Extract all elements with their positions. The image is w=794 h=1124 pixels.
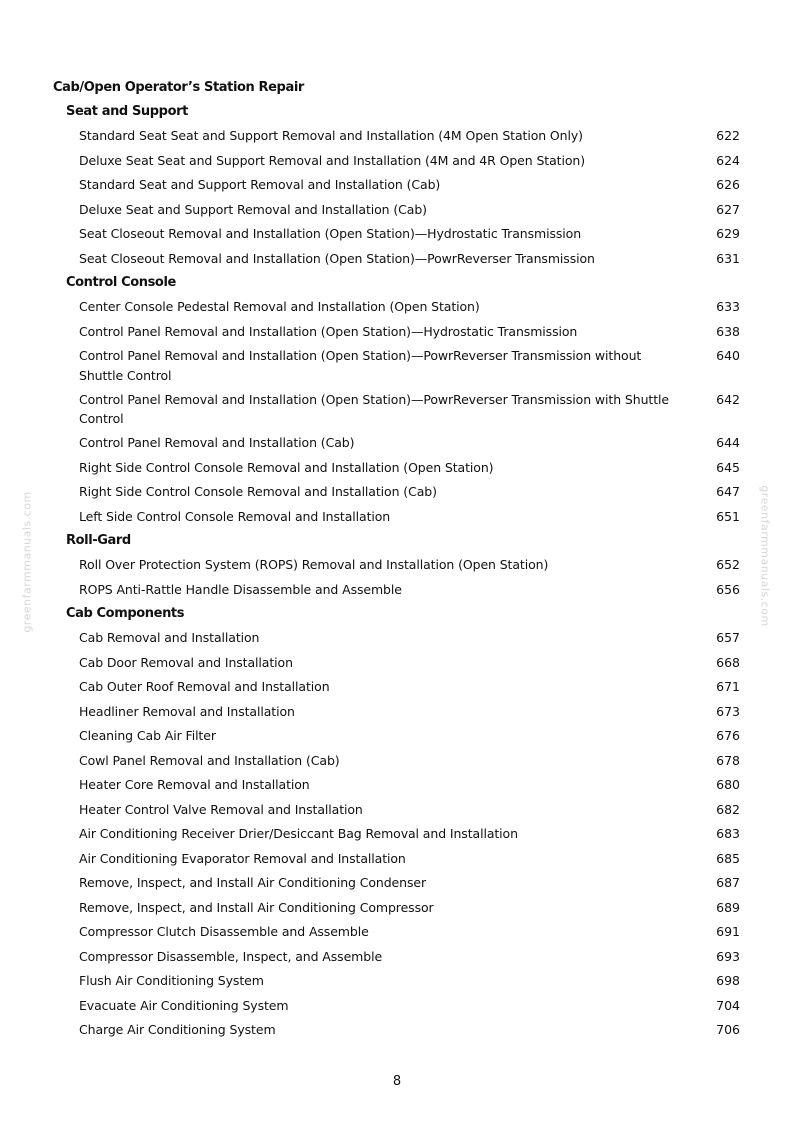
toc-entry-page: 689 [716, 899, 740, 915]
toc-entry[interactable] [53, 628, 753, 648]
toc-entry-page: 680 [716, 777, 740, 792]
toc-entry-title: Cab Removal and Installation [79, 630, 260, 645]
toc-entry-page: 638 [716, 323, 740, 339]
toc-entry-title: Charge Air Conditioning System [79, 1022, 276, 1037]
toc-entry-title: Heater Core Removal and Installation [79, 777, 310, 792]
toc-entry-title: Right Side Control Console Removal and Installation (Open Station) [79, 459, 494, 475]
toc-entry[interactable] [53, 751, 753, 771]
toc-entry[interactable] [53, 433, 753, 453]
toc-entry-page: 704 [716, 997, 740, 1013]
table-of-contents [53, 78, 753, 1045]
toc-entry-page: 668 [716, 654, 740, 670]
toc-entry-page: 685 [716, 850, 740, 866]
toc-entry-page: 645 [716, 459, 740, 475]
toc-entry[interactable] [53, 507, 753, 527]
toc-entry-title: Remove, Inspect, and Install Air Conditioning Compressor [79, 899, 434, 915]
toc-entry[interactable] [53, 322, 753, 342]
toc-entry[interactable] [53, 873, 753, 893]
chapter-heading: Cab/Open Operator’s Station Repair [53, 80, 304, 95]
toc-entry-title: Remove, Inspect, and Install Air Conditioning Condenser [79, 875, 427, 890]
toc-entry[interactable] [53, 482, 753, 502]
toc-entry[interactable] [53, 996, 753, 1016]
toc-entry-page: 622 [716, 128, 740, 143]
toc-entry-page: 647 [716, 484, 740, 499]
toc-entry-page: 629 [716, 226, 740, 241]
toc-entry-title: Standard Seat and Support Removal and Installation (Cab) [79, 177, 441, 192]
toc-entry-page: 676 [716, 728, 740, 743]
toc-entry-page: 671 [716, 679, 740, 694]
section-heading: Control Console [66, 275, 176, 290]
toc-entry-title: Right Side Control Console Removal and Installation (Cab) [79, 484, 437, 499]
toc-entry[interactable] [53, 726, 753, 746]
toc-entry-page: 642 [716, 391, 740, 407]
toc-entry[interactable] [53, 653, 753, 673]
toc-entry[interactable] [53, 126, 753, 146]
toc-entry-page: 678 [716, 752, 740, 768]
toc-entry-title: Heater Control Valve Removal and Installation [79, 801, 363, 817]
toc-entry[interactable] [53, 922, 753, 942]
toc-entry[interactable] [53, 458, 753, 478]
toc-entry[interactable] [53, 580, 753, 600]
toc-entry-page: 683 [716, 826, 740, 841]
toc-entry-title: Roll Over Protection System (ROPS) Removal and Installation (Open Station) [79, 557, 549, 572]
toc-entry-title: Seat Closeout Removal and Installation (Open Station)—PowrReverser Transmission [79, 250, 595, 266]
section-heading: Seat and Support [66, 104, 188, 119]
toc-entry-title: Deluxe Seat and Support Removal and Installation (Cab) [79, 201, 427, 217]
toc-entry-page: 626 [716, 177, 740, 192]
toc-entry-title: Compressor Disassemble, Inspect, and Assemble [79, 948, 383, 964]
toc-sections [53, 102, 753, 1040]
toc-entry-page: 693 [716, 948, 740, 964]
toc-entry[interactable] [53, 677, 753, 697]
toc-entry[interactable] [53, 898, 753, 918]
toc-entry[interactable] [53, 971, 753, 991]
toc-entry[interactable] [53, 1020, 753, 1040]
toc-entry[interactable] [53, 390, 753, 429]
toc-entry-title: Flush Air Conditioning System [79, 973, 264, 988]
toc-entry-title: Control Panel Removal and Installation (Open Station)—PowrReverser Transmission without Shuttle Control [79, 348, 642, 383]
toc-entry-title: ROPS Anti-Rattle Handle Disassemble and Assemble [79, 581, 402, 597]
toc-entry[interactable] [53, 200, 753, 220]
toc-entry-title: Air Conditioning Evaporator Removal and Installation [79, 850, 406, 866]
toc-entry-page: 657 [716, 630, 740, 645]
toc-entry-page: 691 [716, 924, 740, 939]
toc-entry-title: Cab Door Removal and Installation [79, 654, 293, 670]
toc-entry-title: Cleaning Cab Air Filter [79, 728, 216, 743]
toc-entry-page: 673 [716, 703, 740, 719]
toc-entry-title: Cowl Panel Removal and Installation (Cab) [79, 752, 340, 768]
toc-entry-title: Air Conditioning Receiver Drier/Desiccant Bag Removal and Installation [79, 826, 518, 841]
toc-entry-title: Left Side Control Console Removal and Installation [79, 508, 391, 524]
toc-entry[interactable] [53, 224, 753, 244]
toc-entry-page: 631 [716, 250, 740, 266]
toc-entry-title: Control Panel Removal and Installation (Cab) [79, 435, 355, 450]
toc-entry[interactable] [53, 249, 753, 269]
toc-entry[interactable] [53, 555, 753, 575]
toc-entry-title: Headliner Removal and Installation [79, 703, 295, 719]
toc-entry[interactable] [53, 151, 753, 171]
toc-entry-page: 633 [716, 299, 740, 314]
toc-entry-title: Deluxe Seat Seat and Support Removal and Installation (4M and 4R Open Station) [79, 152, 585, 168]
toc-entry-title: Control Panel Removal and Installation (Open Station)—Hydrostatic Transmission [79, 323, 578, 339]
toc-entry-title: Control Panel Removal and Installation (Open Station)—PowrReverser Transmission with Shuttle Control [79, 391, 669, 426]
toc-entry-page: 698 [716, 973, 740, 988]
toc-entry-page: 651 [716, 508, 740, 524]
toc-entry-title: Center Console Pedestal Removal and Installation (Open Station) [79, 299, 480, 314]
toc-entry[interactable] [53, 297, 753, 317]
toc-entry[interactable] [53, 849, 753, 869]
page-number: 8 [392, 1074, 402, 1089]
watermark-right: greenfarmmanuals.com [758, 485, 772, 627]
toc-entry[interactable] [53, 947, 753, 967]
toc-entry[interactable] [53, 346, 753, 385]
toc-entry-page: 640 [716, 348, 740, 363]
toc-entry-title: Seat Closeout Removal and Installation (Open Station)—Hydrostatic Transmission [79, 226, 582, 241]
toc-entry-title: Standard Seat Seat and Support Removal and Installation (4M Open Station Only) [79, 128, 583, 143]
toc-entry[interactable] [53, 775, 753, 795]
toc-entry-page: 706 [716, 1022, 740, 1037]
toc-entry-title: Compressor Clutch Disassemble and Assemble [79, 924, 369, 939]
toc-entry-page: 644 [716, 435, 740, 450]
section-heading: Roll-Gard [66, 533, 131, 548]
toc-entry[interactable] [53, 800, 753, 820]
toc-entry[interactable] [53, 702, 753, 722]
section-heading: Cab Components [66, 606, 185, 621]
toc-entry[interactable] [53, 824, 753, 844]
toc-entry-page: 656 [716, 581, 740, 597]
toc-entry-page: 624 [716, 152, 740, 168]
toc-entry-page: 627 [716, 201, 740, 217]
toc-entry-page: 687 [716, 875, 740, 890]
toc-entry-page: 652 [716, 557, 740, 572]
toc-entry-title: Evacuate Air Conditioning System [79, 997, 289, 1013]
toc-entry-page: 682 [716, 801, 740, 817]
watermark-left: greenfarmmanuals.com [20, 491, 34, 633]
toc-entry-title: Cab Outer Roof Removal and Installation [79, 679, 330, 694]
toc-entry[interactable] [53, 175, 753, 195]
